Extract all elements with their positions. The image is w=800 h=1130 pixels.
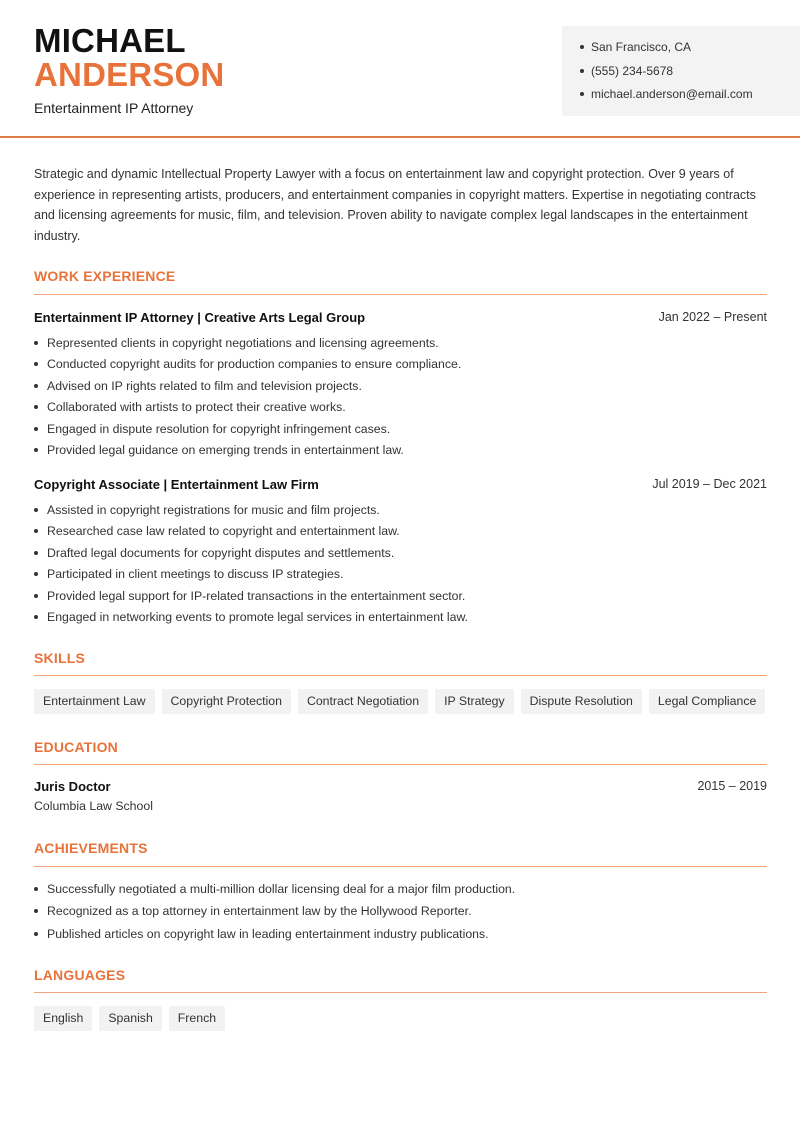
list-item: Provided legal guidance on emerging trends in entertainment law. (34, 442, 767, 463)
bullet-icon (34, 572, 38, 576)
bullet-icon (34, 529, 38, 533)
bullet-icon (34, 405, 38, 409)
list-item: Conducted copyright audits for production companies to ensure compliance. (34, 356, 767, 377)
last-name: ANDERSON (34, 56, 225, 93)
job-heading (34, 477, 767, 492)
list-item: Published articles on copyright law in leading entertainment industry publications. (34, 926, 767, 948)
bullet-icon (34, 594, 38, 598)
language-chip: French (169, 1006, 225, 1031)
list-item: Engaged in dispute resolution for copyright infringement cases. (34, 421, 767, 442)
first-name: MICHAEL (34, 22, 186, 59)
list-item: Recognized as a top attorney in entertainment law by the Hollywood Reporter. (34, 903, 767, 925)
job-bullets (34, 335, 767, 463)
bullet-icon (580, 45, 584, 49)
languages-list (34, 1006, 225, 1031)
skill-chip: Dispute Resolution (521, 689, 642, 714)
contact-phone: (555) 234-5678 (580, 63, 753, 87)
bullet-icon (34, 615, 38, 619)
list-item: Assisted in copyright registrations for music and film projects. (34, 502, 767, 523)
skills-list (34, 689, 765, 714)
skills-heading: SKILLS (34, 650, 85, 666)
list-item: Provided legal support for IP-related transactions in the entertainment sector. (34, 588, 767, 609)
job-heading (34, 310, 767, 325)
language-chip: Spanish (99, 1006, 161, 1031)
bullet-icon (34, 887, 38, 891)
summary-paragraph: Strategic and dynamic Intellectual Property Lawyer with a focus on entertainment law and copyright protection. Over 9 years of experience in representing artists, producers, and entertainment companies in copyright matters. Expertise in negotiating contracts and licensing agreements for music, film, and television. Proven ability to navigate complex legal landscapes in the entertainment industry. (34, 167, 756, 244)
skill-chip: Legal Compliance (649, 689, 765, 714)
contact-box (562, 26, 800, 116)
job-bullets (34, 502, 767, 630)
achievements-list (34, 881, 767, 948)
contact-email: michael.anderson@email.com (580, 86, 753, 110)
list-item: Successfully negotiated a multi-million dollar licensing deal for a major film production. (34, 881, 767, 903)
job-title-company: Entertainment IP Attorney | Creative Arts Legal Group (34, 310, 366, 325)
section-divider (34, 992, 767, 993)
list-item: Represented clients in copyright negotiations and licensing agreements. (34, 335, 767, 356)
language-chip: English (34, 1006, 92, 1031)
education-heading: EDUCATION (34, 739, 118, 755)
education-school: Columbia Law School (34, 799, 153, 813)
bullet-icon (34, 909, 38, 913)
list-item: Engaged in networking events to promote legal services in entertainment law. (34, 609, 767, 630)
skill-chip: Copyright Protection (162, 689, 291, 714)
bullet-icon (34, 551, 38, 555)
bullet-icon (34, 362, 38, 366)
job-title: Entertainment IP Attorney (34, 100, 194, 116)
education-years: 2015 – 2019 (697, 779, 767, 793)
bullet-icon (34, 932, 38, 936)
section-divider (34, 866, 767, 867)
list-item: Collaborated with artists to protect their creative works. (34, 399, 767, 420)
bullet-icon (34, 427, 38, 431)
education-degree: Juris Doctor (34, 779, 111, 794)
skill-chip: Contract Negotiation (298, 689, 428, 714)
achievements-heading: ACHIEVEMENTS (34, 840, 148, 856)
job-dates: Jan 2022 – Present (658, 310, 767, 324)
section-divider (34, 764, 767, 765)
languages-heading: LANGUAGES (34, 967, 126, 983)
list-item: Advised on IP rights related to film and television projects. (34, 378, 767, 399)
bullet-icon (34, 508, 38, 512)
bullet-icon (580, 92, 584, 96)
section-divider (34, 675, 767, 676)
list-item: Participated in client meetings to discuss IP strategies. (34, 566, 767, 587)
resume-header (0, 0, 800, 138)
job-title-company: Copyright Associate | Entertainment Law Firm (34, 477, 319, 492)
list-item: Drafted legal documents for copyright disputes and settlements. (34, 545, 767, 566)
skill-chip: IP Strategy (435, 689, 514, 714)
skill-chip: Entertainment Law (34, 689, 155, 714)
contact-location: San Francisco, CA (580, 39, 753, 63)
bullet-icon (580, 69, 584, 73)
work-experience-heading: WORK EXPERIENCE (34, 268, 176, 284)
job-dates: Jul 2019 – Dec 2021 (652, 477, 767, 491)
list-item: Researched case law related to copyright and entertainment law. (34, 523, 767, 544)
bullet-icon (34, 341, 38, 345)
bullet-icon (34, 448, 38, 452)
bullet-icon (34, 384, 38, 388)
section-divider (34, 294, 767, 295)
